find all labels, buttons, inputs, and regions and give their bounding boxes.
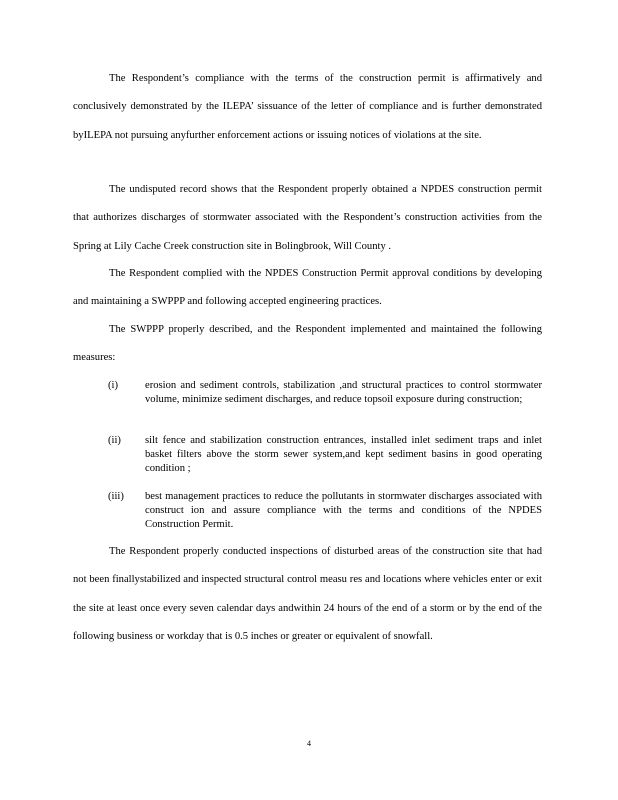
paragraph-measures-intro: The SWPPP properly described, and the Respondent implemented and maintained the following measures: xyxy=(73,324,542,364)
list-marker: (i) xyxy=(108,380,118,391)
page-number: 4 xyxy=(307,739,311,748)
list-item-text: silt fence and stabilization construction entrances, installed inlet sediment traps and inlet basket filters above the storm sewer system,and kept sediment basins in good operating condition ; xyxy=(145,435,542,474)
list-item-text: erosion and sediment controls, stabilization ,and structural practices to control stormwater volume, minimize sediment discharges, and reduce topsoil exposure during construction; xyxy=(145,380,542,405)
paragraph-compliance: The Respondent’s compliance with the terms of the construction permit is affirmatively and conclusively demonstrated by the ILEPA’ sissuance of the letter of compliance and is further demonstrated byILEPA not pursuing anyfurther enforcement actions or issuing notices of violations at the site. xyxy=(73,73,542,141)
list-marker: (iii) xyxy=(108,491,124,502)
paragraph-npdes-permit: The undisputed record shows that the Respondent properly obtained a NPDES construction permit that authorizes discharges of stormwater associated with the Respondent’s construction activities from the Spring at Lily Cache Creek construction site in Bolingbrook, Will County . xyxy=(73,184,542,252)
list-marker: (ii) xyxy=(108,435,121,446)
paragraph-inspections: The Respondent properly conducted inspections of disturbed areas of the construction site that had not been finallystabilized and inspected structural control measu res and locations where vehicles enter or exit the site at least once every seven calendar days andwithin 24 hours of the end of a storm or by the end of the following business or workday that is 0.5 inches or greater or equivalent of snowfall. xyxy=(73,546,542,642)
list-item-text: best management practices to reduce the pollutants in stormwater discharges associated with construct ion and assure compliance with the terms and conditions of the NPDES Construction Permit. xyxy=(145,491,542,530)
paragraph-swppp-conditions: The Respondent complied with the NPDES Construction Permit approval conditions by developing and maintaining a SWPPP and following accepted engineering practices. xyxy=(73,268,542,308)
